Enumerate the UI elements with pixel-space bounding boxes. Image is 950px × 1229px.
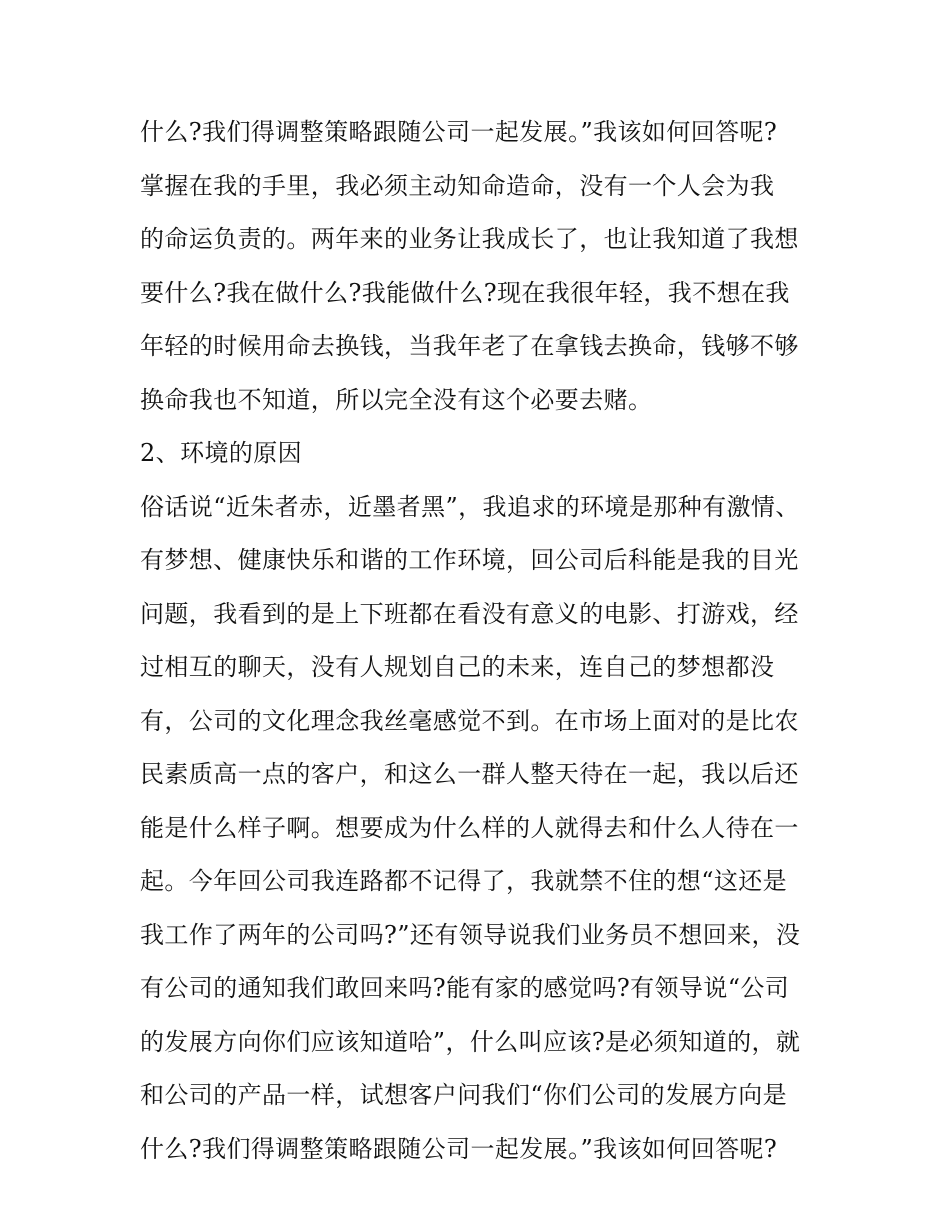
text-line: 有公司的通知我们敢回来吗?能有家的感觉吗?有领导说“公司: [140, 974, 790, 1002]
text-line: 俗话说“近朱者赤，近墨者黑”，我追求的环境是那种有激情、: [140, 492, 800, 521]
text-line: 我工作了两年的公司吗?”还有领导说我们业务员不想回来，没: [140, 920, 801, 949]
text-line: 起。今年回公司我连路都不记得了，我就禁不住的想“这还是: [140, 867, 788, 895]
section-heading: 2、环境的原因: [140, 439, 303, 467]
text-line: 有，公司的文化理念我丝毫感觉不到。在市场上面对的是比农: [140, 706, 799, 735]
text-line: 能是什么样子啊。想要成为什么样的人就得去和什么人待在一: [140, 813, 799, 842]
text-line: 什么?我们得调整策略跟随公司一起发展。”我该如何回答呢?: [140, 118, 778, 146]
text-line: 过相互的聊天，没有人规划自己的未来，连自己的梦想都没: [140, 653, 775, 681]
text-line: 换命我也不知道，所以完全没有这个必要去赌。: [140, 385, 653, 414]
text-line: 问题，我看到的是上下班都在看没有意义的电影、打游戏，经: [140, 599, 799, 628]
text-line: 有梦想、健康快乐和谐的工作环境，回公司后科能是我的目光: [140, 546, 799, 574]
text-line: 要什么?我在做什么?我能做什么?现在我很年轻，我不想在我: [140, 278, 790, 307]
text-line: 民素质高一点的客户，和这么一群人整天待在一起，我以后还: [140, 760, 799, 788]
text-line: 年轻的时候用命去换钱，当我年老了在拿钱去换命，钱够不够: [140, 332, 799, 360]
body-text: [140, 106, 820, 1176]
text-line: 掌握在我的手里，我必须主动知命造命，没有一个人会为我: [140, 171, 775, 200]
text-line: 和公司的产品一样，试想客户问我们“你们公司的发展方向是: [140, 1081, 788, 1109]
text-line: 的发展方向你们应该知道哈”，什么叫应该?是必须知道的，就: [140, 1027, 801, 1056]
text-line: 的命运负责的。两年来的业务让我成长了，也让我知道了我想: [140, 225, 799, 253]
text-line: 什么?我们得调整策略跟随公司一起发展。”我该如何回答呢?: [140, 1134, 778, 1163]
